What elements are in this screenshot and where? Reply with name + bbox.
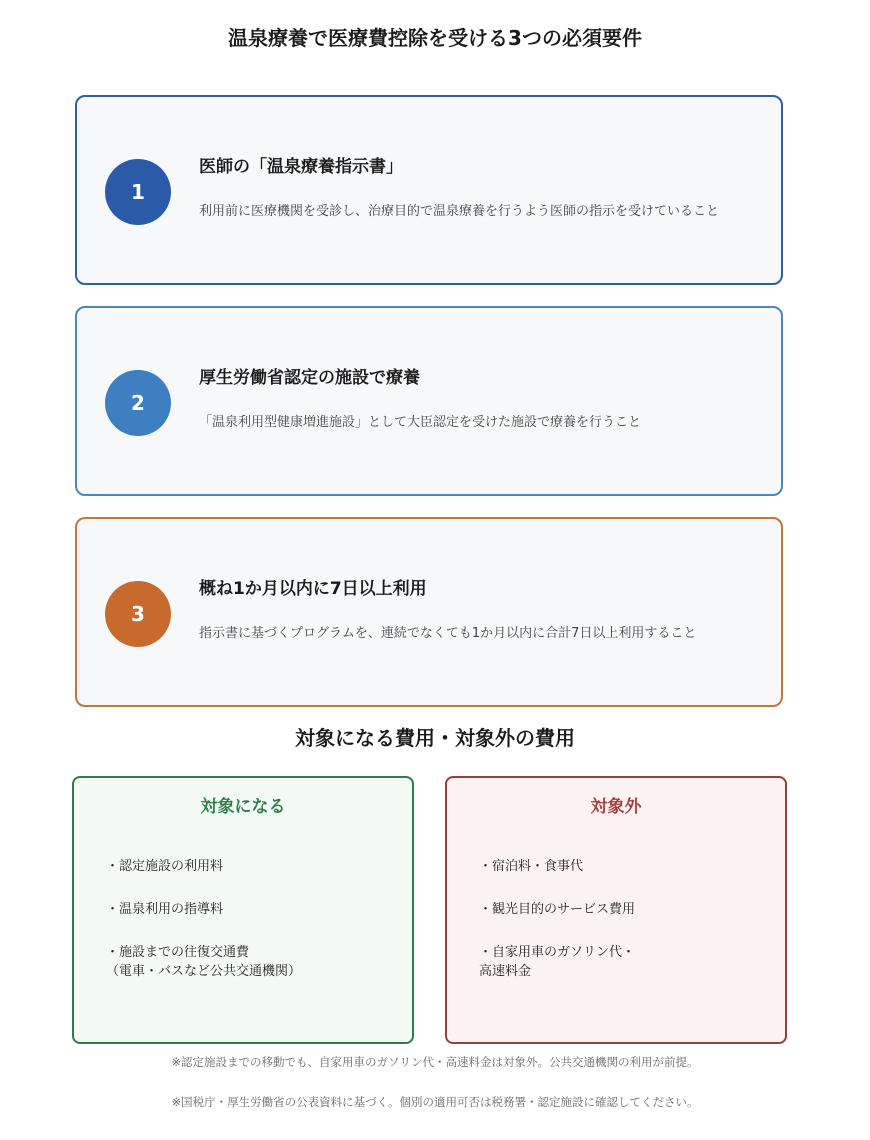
requirement-description: 利用前に医療機関を受診し、治療目的で温泉療養を行うよう医師の指示を受けていること (199, 204, 720, 219)
requirement-description: 指示書に基づくプログラムを、連続でなくても1か月以内に合計7日以上利用すること (199, 626, 697, 641)
requirement-number-badge: 2 (105, 370, 171, 436)
footnote-transport: ※認定施設までの移動でも、自家用車のガソリン代・高速料金は対象外。公共交通機関の利用が前提。 (171, 1055, 699, 1069)
included-cost-item: ・温泉利用の指導料 (106, 902, 224, 917)
requirement-card-2 (75, 306, 783, 496)
requirement-number-badge: 1 (105, 159, 171, 225)
requirement-number-badge: 3 (105, 581, 171, 647)
requirement-description: 「温泉利用型健康増進施設」として大臣認定を受けた施設で療養を行うこと (199, 415, 642, 430)
included-cost-item: ・施設までの往復交通費 （電車・バスなど公共交通機関） (106, 945, 302, 979)
footnote-source: ※国税庁・厚生労働省の公表資料に基づく。個別の適用可否は税務署・認定施設に確認してください。 (171, 1095, 699, 1109)
requirement-heading: 厚生労働省認定の施設で療養 (199, 368, 420, 388)
included-cost-item: ・認定施設の利用料 (106, 859, 224, 874)
included-costs-card (72, 776, 414, 1044)
excluded-cost-item: ・自家用車のガソリン代・ 高速料金 (479, 945, 636, 979)
excluded-costs-heading: 対象外 (590, 797, 642, 817)
requirement-heading: 概ね1か月以内に7日以上利用 (199, 579, 427, 599)
requirement-card-3 (75, 517, 783, 707)
excluded-cost-item: ・観光目的のサービス費用 (479, 902, 636, 917)
excluded-cost-item: ・宿泊料・食事代 (479, 859, 584, 874)
page-title: 温泉療養で医療費控除を受ける3つの必須要件 (228, 26, 642, 50)
included-costs-heading: 対象になる (200, 797, 286, 817)
requirement-card-1 (75, 95, 783, 285)
excluded-costs-card (445, 776, 787, 1044)
requirement-heading: 医師の「温泉療養指示書」 (199, 157, 403, 177)
costs-section-title: 対象になる費用・対象外の費用 (295, 726, 575, 750)
